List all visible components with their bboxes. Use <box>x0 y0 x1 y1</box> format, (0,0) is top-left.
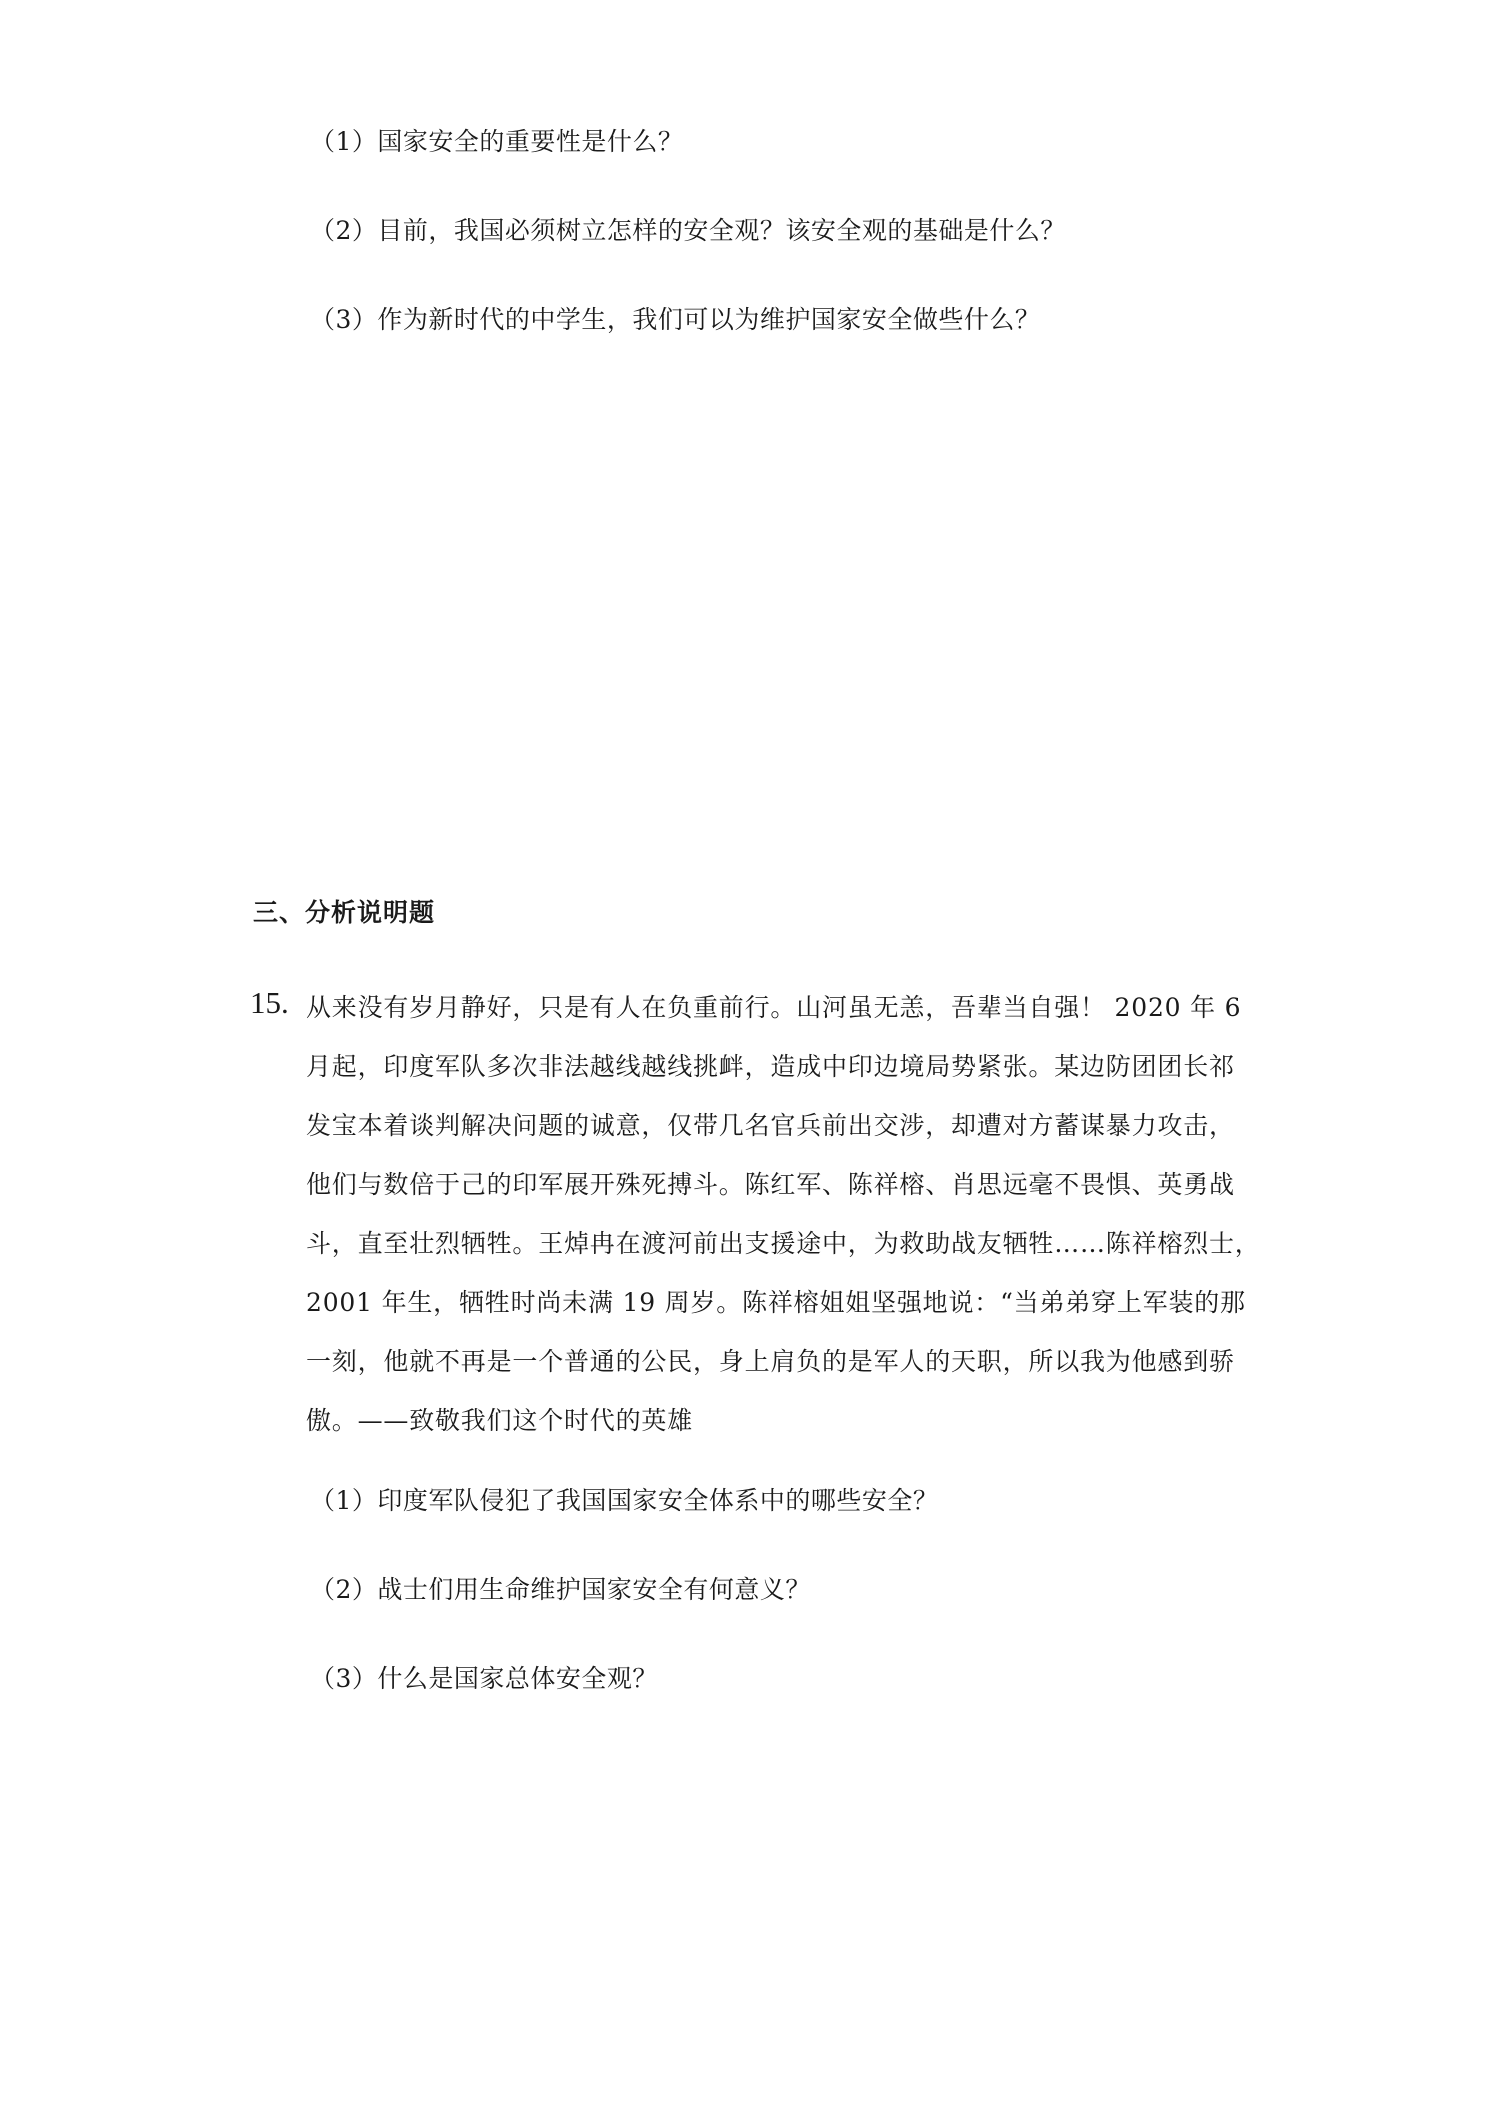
section-heading: 三、分析说明题 <box>253 898 436 927</box>
question-15-sub-2: （2）战士们用生命维护国家安全有何意义？ <box>310 1575 811 1604</box>
question-15-line: 发宝本着谈判解决问题的诚意，仅带几名官兵前出交涉，却遭对方蓄谋暴力攻击， <box>306 1111 1235 1140</box>
question-15-line: 一刻，他就不再是一个普通的公民，身上肩负的是军人的天职，所以我为他感到骄 <box>306 1347 1235 1376</box>
question-15-line: 2001 年生，牺牲时尚未满 19 周岁。陈祥榕姐姐坚强地说：“当弟弟穿上军装的那 <box>306 1288 1246 1317</box>
question-15-line: 傲。——致敬我们这个时代的英雄 <box>306 1406 694 1435</box>
question-14-sub-3: （3）作为新时代的中学生，我们可以为维护国家安全做些什么？ <box>310 305 1041 334</box>
question-15-line: 从来没有岁月静好，只是有人在负重前行。山河虽无恙，吾辈当自强！ 2020 年 6 <box>306 993 1242 1022</box>
question-15-line: 他们与数倍于己的印军展开殊死搏斗。陈红军、陈祥榕、肖思远毫不畏惧、英勇战 <box>306 1170 1235 1199</box>
question-15-line: 斗，直至壮烈牺牲。王焯冉在渡河前出支援途中，为救助战友牺牲……陈祥榕烈士， <box>306 1229 1261 1258</box>
question-14-sub-2: （2）目前，我国必须树立怎样的安全观？该安全观的基础是什么？ <box>310 216 1066 245</box>
question-15-body <box>306 978 1261 1450</box>
question-14-sub-1: （1）国家安全的重要性是什么？ <box>310 127 684 156</box>
question-15-sub-1: （1）印度军队侵犯了我国国家安全体系中的哪些安全？ <box>310 1486 939 1515</box>
question-15-sub-3: （3）什么是国家总体安全观？ <box>310 1664 658 1693</box>
question-15-number: 15. <box>250 985 289 1020</box>
question-15-line: 月起，印度军队多次非法越线越线挑衅，造成中印边境局势紧张。某边防团团长祁 <box>306 1052 1235 1081</box>
